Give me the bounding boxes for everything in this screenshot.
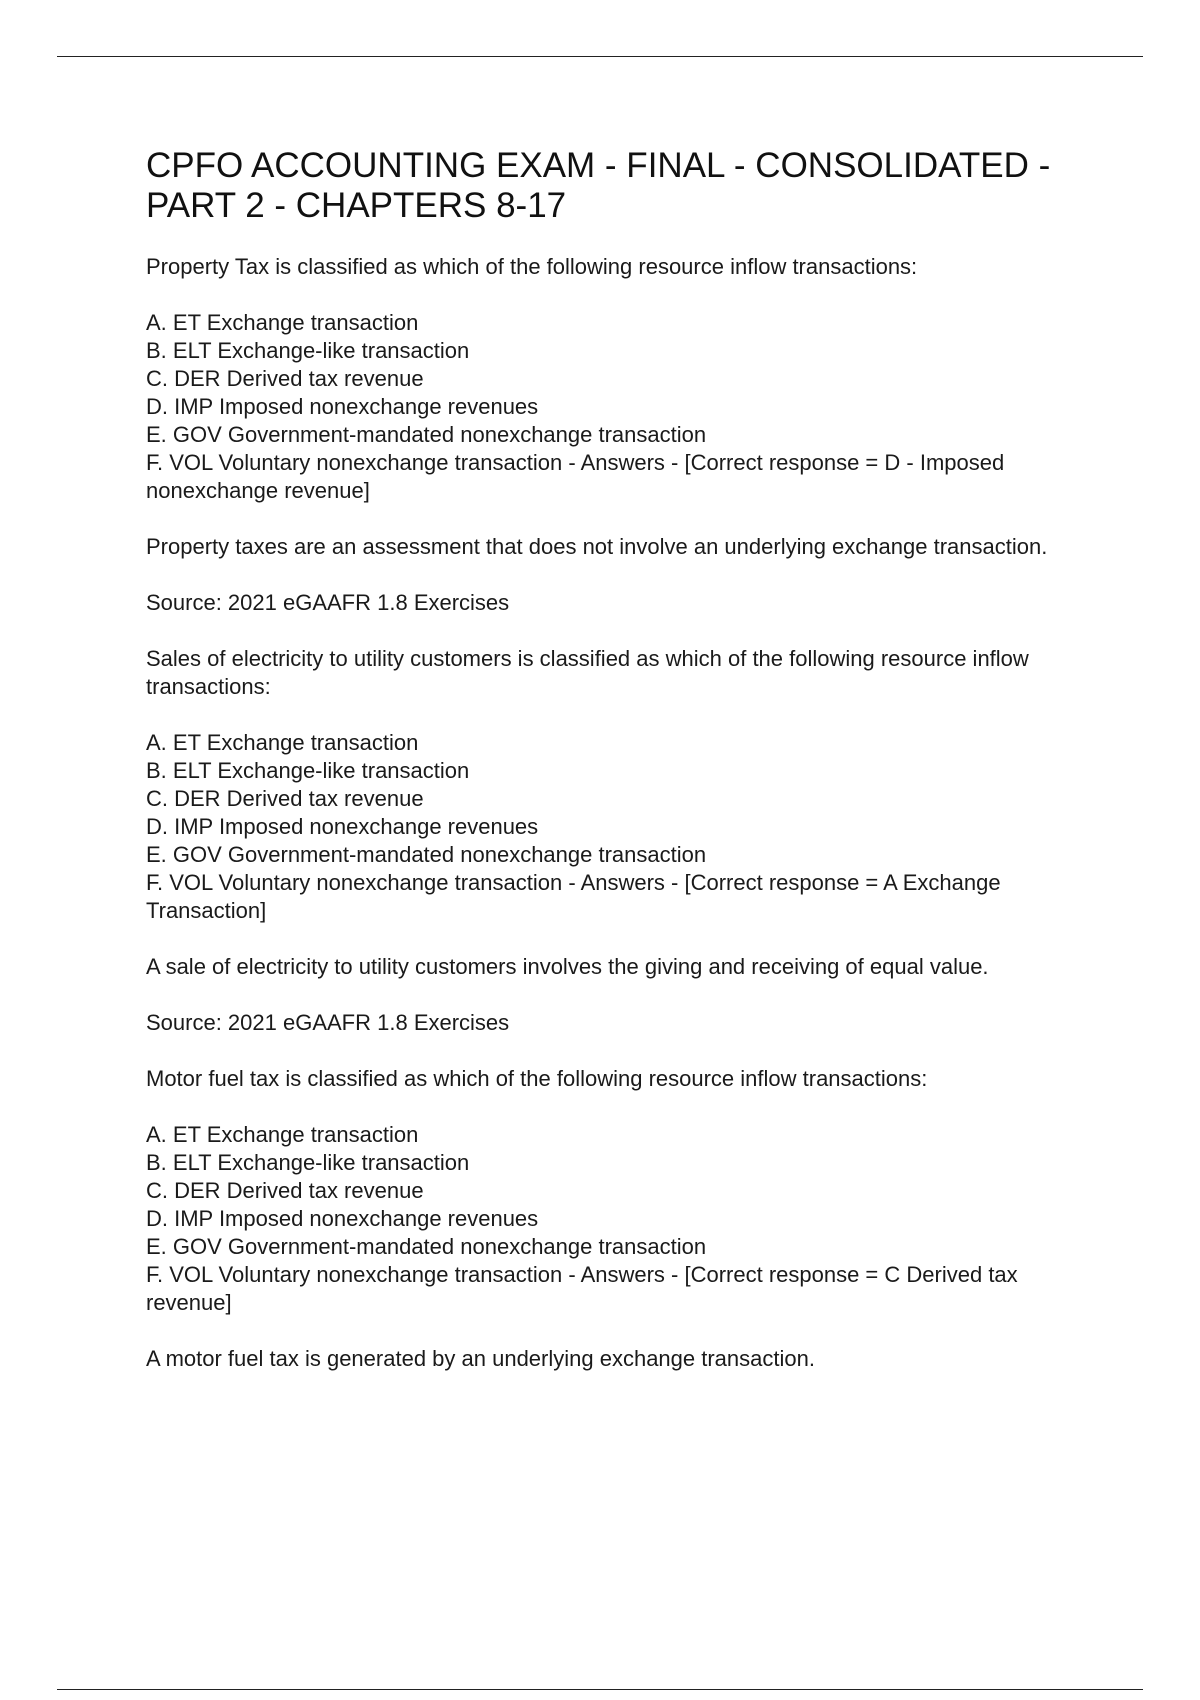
option-e: E. GOV Government-mandated nonexchange transaction — [146, 422, 707, 447]
option-f-with-answer: F. VOL Voluntary nonexchange transaction - Answers - [Correct response = C Derived tax revenue] — [146, 1262, 1018, 1315]
bottom-divider — [57, 1689, 1143, 1690]
option-f-with-answer: F. VOL Voluntary nonexchange transaction - Answers - [Correct response = D - Imposed nonexchange revenue] — [146, 450, 1005, 503]
document-title: CPFO ACCOUNTING EXAM - FINAL - CONSOLIDATED - PART 2 - CHAPTERS 8-17 — [146, 146, 1051, 225]
option-b: B. ELT Exchange-like transaction — [146, 758, 470, 783]
option-d: D. IMP Imposed nonexchange revenues — [146, 394, 539, 419]
question-1-explanation: Property taxes are an assessment that does not involve an underlying exchange transaction. — [146, 534, 1048, 559]
question-3-explanation: A motor fuel tax is generated by an underlying exchange transaction. — [146, 1346, 815, 1371]
question-1-source: Source: 2021 eGAAFR 1.8 Exercises — [146, 590, 510, 615]
option-e: E. GOV Government-mandated nonexchange transaction — [146, 1234, 707, 1259]
question-1-options — [146, 309, 1092, 505]
top-divider — [57, 56, 1143, 57]
option-d: D. IMP Imposed nonexchange revenues — [146, 814, 539, 839]
option-d: D. IMP Imposed nonexchange revenues — [146, 1206, 539, 1231]
option-a: A. ET Exchange transaction — [146, 1122, 419, 1147]
option-c: C. DER Derived tax revenue — [146, 366, 424, 391]
question-2-options — [146, 729, 1092, 925]
option-c: C. DER Derived tax revenue — [146, 786, 424, 811]
option-e: E. GOV Government-mandated nonexchange transaction — [146, 842, 707, 867]
option-a: A. ET Exchange transaction — [146, 730, 419, 755]
option-c: C. DER Derived tax revenue — [146, 1178, 424, 1203]
option-b: B. ELT Exchange-like transaction — [146, 1150, 470, 1175]
question-1-prompt: Property Tax is classified as which of the following resource inflow transactions: — [146, 254, 918, 279]
question-2-explanation: A sale of electricity to utility customers involves the giving and receiving of equal value. — [146, 954, 989, 979]
question-2-source: Source: 2021 eGAAFR 1.8 Exercises — [146, 1010, 510, 1035]
option-f-with-answer: F. VOL Voluntary nonexchange transaction - Answers - [Correct response = A Exchange Transaction] — [146, 870, 1001, 923]
question-3-options — [146, 1121, 1092, 1317]
option-a: A. ET Exchange transaction — [146, 310, 419, 335]
question-2-prompt: Sales of electricity to utility customers is classified as which of the following resource inflow transactions: — [146, 646, 1029, 699]
question-3-prompt: Motor fuel tax is classified as which of the following resource inflow transactions: — [146, 1066, 928, 1091]
document-body — [146, 146, 1092, 1401]
option-b: B. ELT Exchange-like transaction — [146, 338, 470, 363]
